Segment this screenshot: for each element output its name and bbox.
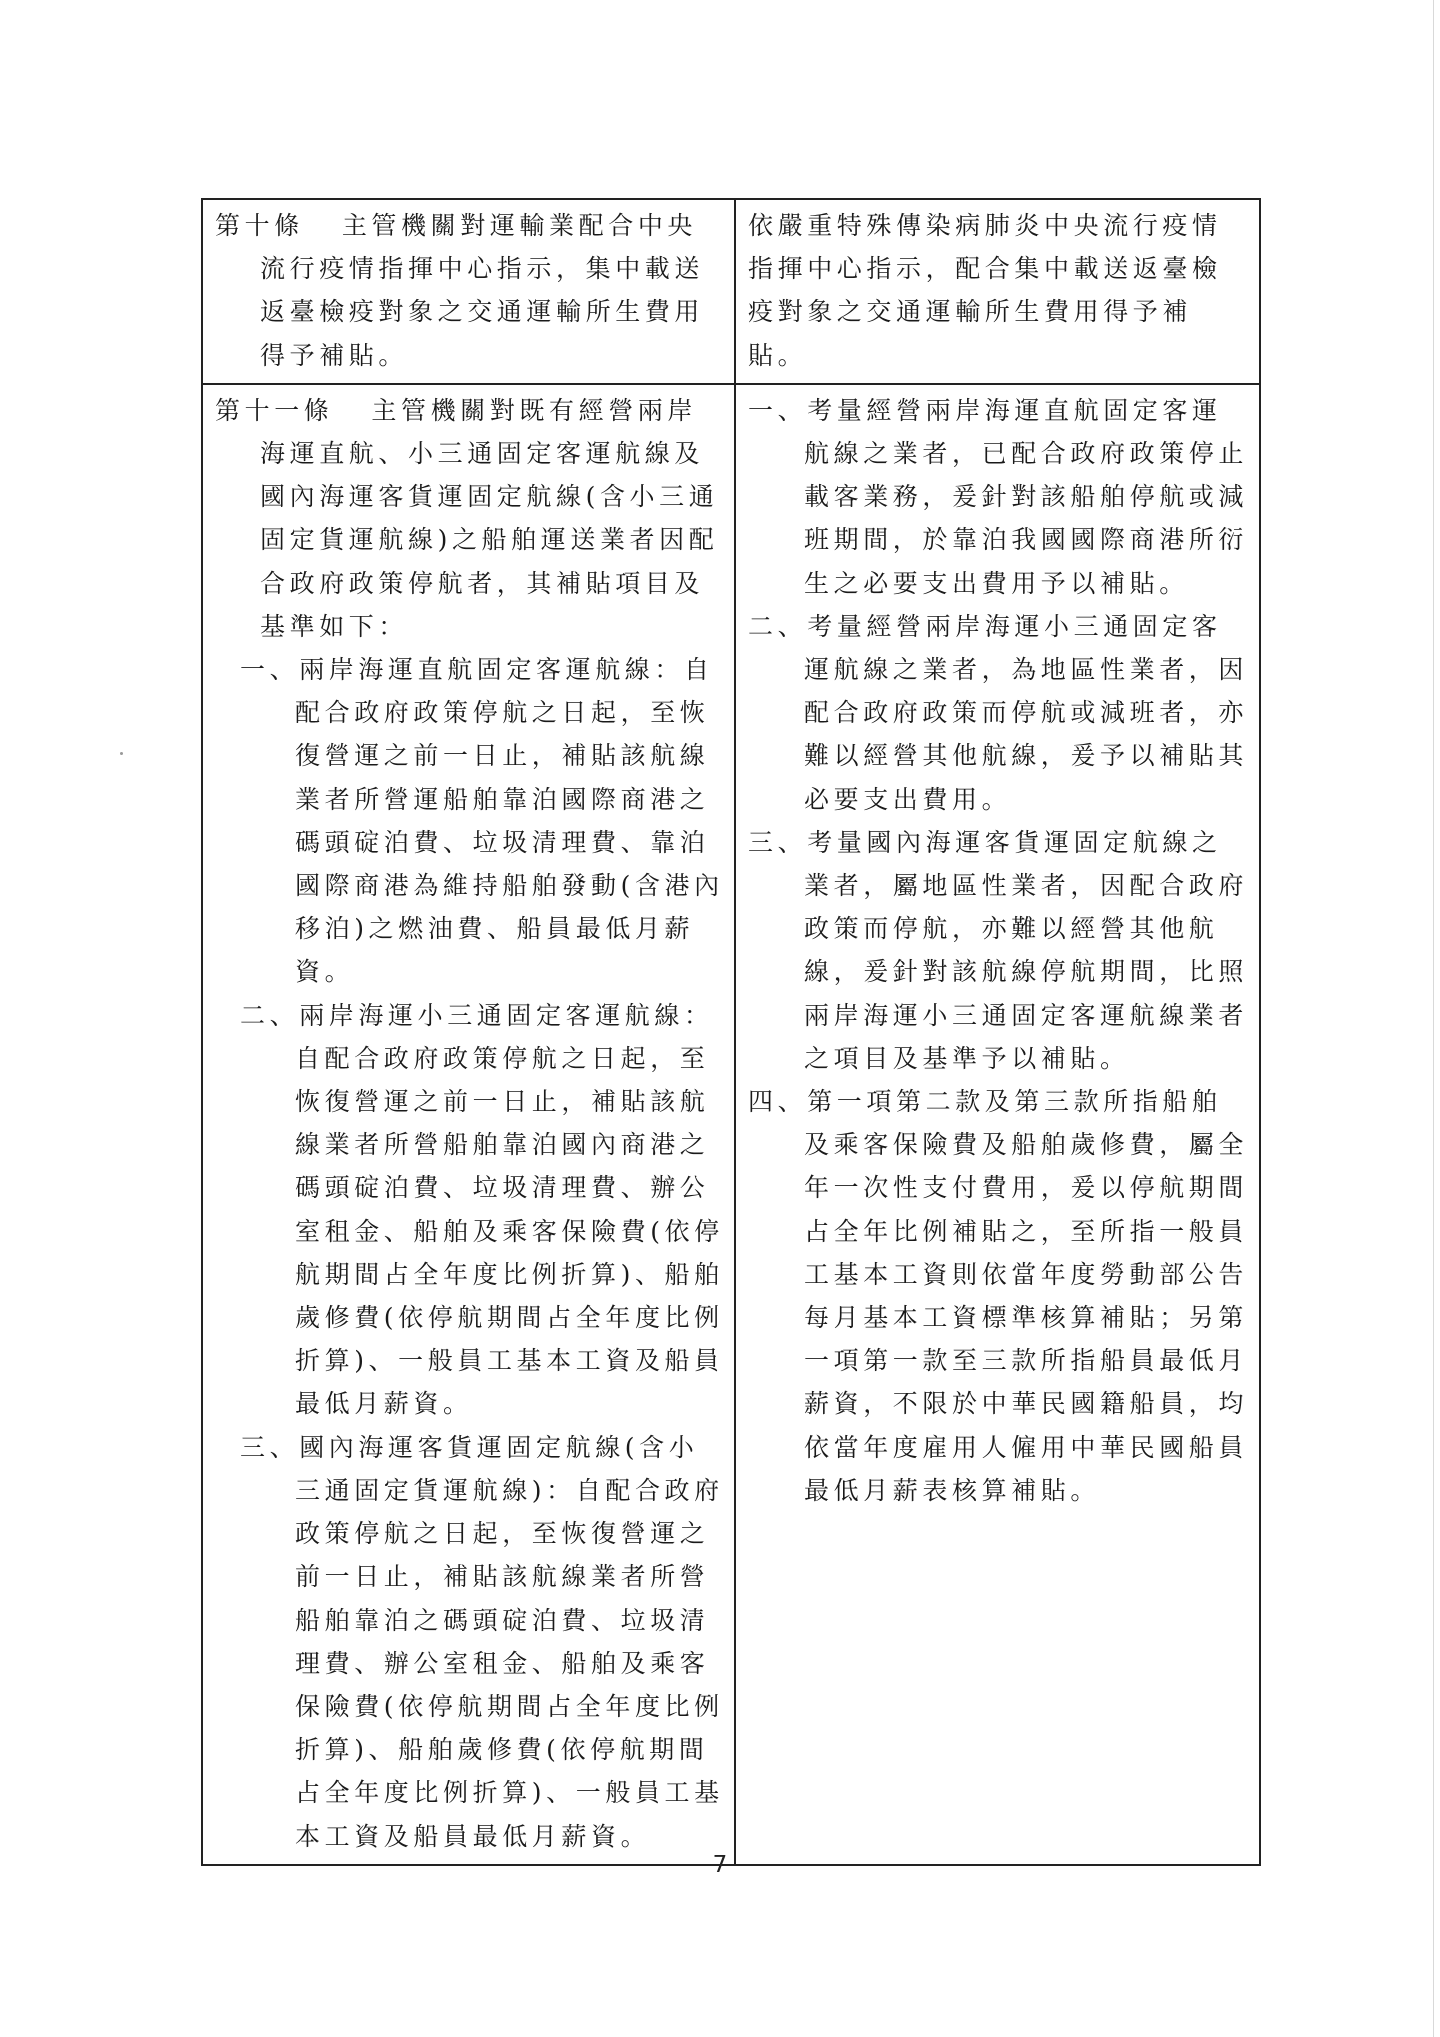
article-11-provision-cell: [202, 384, 735, 1865]
article-11-heading: 第十一條: [215, 395, 334, 425]
item-number: 二、: [748, 611, 808, 641]
article-10-text: 主管機關對運輸業配合中央流行疫情指揮中心指示，集中載送返臺檢疫對象之交通運輸所生費用得予補貼。: [260, 211, 705, 370]
scan-page-edge: [1433, 0, 1434, 2037]
item-text: 第一項第二款及第三款所指船舶及乘客保險費及船舶歲修費，屬全年一次性支付費用，爰以停航期間占全年比例補貼之，至所指一般員工基本工資則依當年度勞動部公告每月基本工資標準核算補貼；另第一項第一款至三款所指船員最低月薪資，不限於中華民國籍船員，均依當年度雇用人僱用中華民國船員最低月薪表核算補貼。: [804, 1087, 1249, 1505]
explanation-item-3: [748, 821, 1251, 1080]
article-10-provision: [215, 204, 726, 377]
item-number: 四、: [748, 1087, 808, 1117]
item-text: 兩岸海運直航固定客運航線：自配合政府政策停航之日起，至恢復營運之前一日止，補貼該航線業者所營運船舶靠泊國際商港之碼頭碇泊費、垃圾清理費、靠泊國際商港為維持船舶發動(含港內移泊)之燃油費、船員最低月薪資。: [295, 655, 724, 987]
article-11-intro: [215, 389, 726, 648]
item-text: 兩岸海運小三通固定客運航線：自配合政府政策停航之日起，至恢復營運之前一日止，補貼該航線業者所營船舶靠泊國內商港之碼頭碇泊費、垃圾清理費、辦公室租金、船舶及乘客保險費(依停航期間占全年度比例折算)、船舶歲修費(依停航期間占全年度比例折算)、一般員工基本工資及船員最低月薪資。: [295, 1000, 724, 1419]
item-text: 考量國內海運客貨運固定航線之業者，屬地區性業者，因配合政府政策而停航，亦難以經營其他航線，爰針對該航線停航期間，比照兩岸海運小三通固定客運航線業者之項目及基準予以補貼。: [804, 827, 1249, 1073]
item-number: 二、: [240, 1000, 300, 1030]
article-11-explanation-cell: [735, 384, 1260, 1865]
article-11-item-3: [215, 1426, 726, 1858]
page-number: 7: [712, 1852, 728, 1878]
article-10-explanation-cell: [735, 199, 1260, 384]
explanation-item-1: [748, 389, 1251, 605]
table-row-article-10: [202, 199, 1260, 384]
article-11-item-1: [215, 648, 726, 994]
item-number: 三、: [748, 827, 808, 857]
article-11-intro-text: 主管機關對既有經營兩岸海運直航、小三通固定客運航線及國內海運客貨運固定航線(含小三通固定貨運航線)之船舶運送業者因配合政府政策停航者，其補貼項目及基準如下：: [260, 395, 719, 641]
table-row-article-11: [202, 384, 1260, 1865]
scan-speck: [120, 752, 123, 755]
item-number: 一、: [240, 655, 300, 685]
comparison-table: [201, 198, 1261, 1866]
item-number: 三、: [240, 1432, 300, 1462]
explanation-item-4: [748, 1080, 1251, 1512]
item-number: 一、: [748, 395, 808, 425]
item-text: 考量經營兩岸海運小三通固定客運航線之業者，為地區性業者，因配合政府政策而停航或減班者，亦難以經營其他航線，爰予以補貼其必要支出費用。: [804, 611, 1249, 814]
article-10-heading: 第十條: [215, 211, 304, 240]
explanation-item-2: [748, 605, 1251, 821]
article-10-provision-cell: [202, 199, 735, 384]
item-text: 考量經營兩岸海運直航固定客運航線之業者，已配合政府政策停止載客業務，爰針對該船舶停航或減班期間，於靠泊我國國際商港所衍生之必要支出費用予以補貼。: [804, 395, 1249, 598]
article-10-explanation: 依嚴重特殊傳染病肺炎中央流行疫情指揮中心指示，配合集中載送返臺檢疫對象之交通運輸所生費用得予補貼。: [748, 211, 1222, 370]
article-11-item-2: [215, 994, 726, 1426]
item-text: 國內海運客貨運固定航線(含小三通固定貨運航線)：自配合政府政策停航之日起，至恢復營運之前一日止，補貼該航線業者所營船舶靠泊之碼頭碇泊費、垃圾清理費、辦公室租金、船舶及乘客保險費(依停航期間占全年度比例折算)、船舶歲修費(依停航期間占全年度比例折算)、一般員工基本工資及船員最低月薪資。: [295, 1432, 724, 1851]
